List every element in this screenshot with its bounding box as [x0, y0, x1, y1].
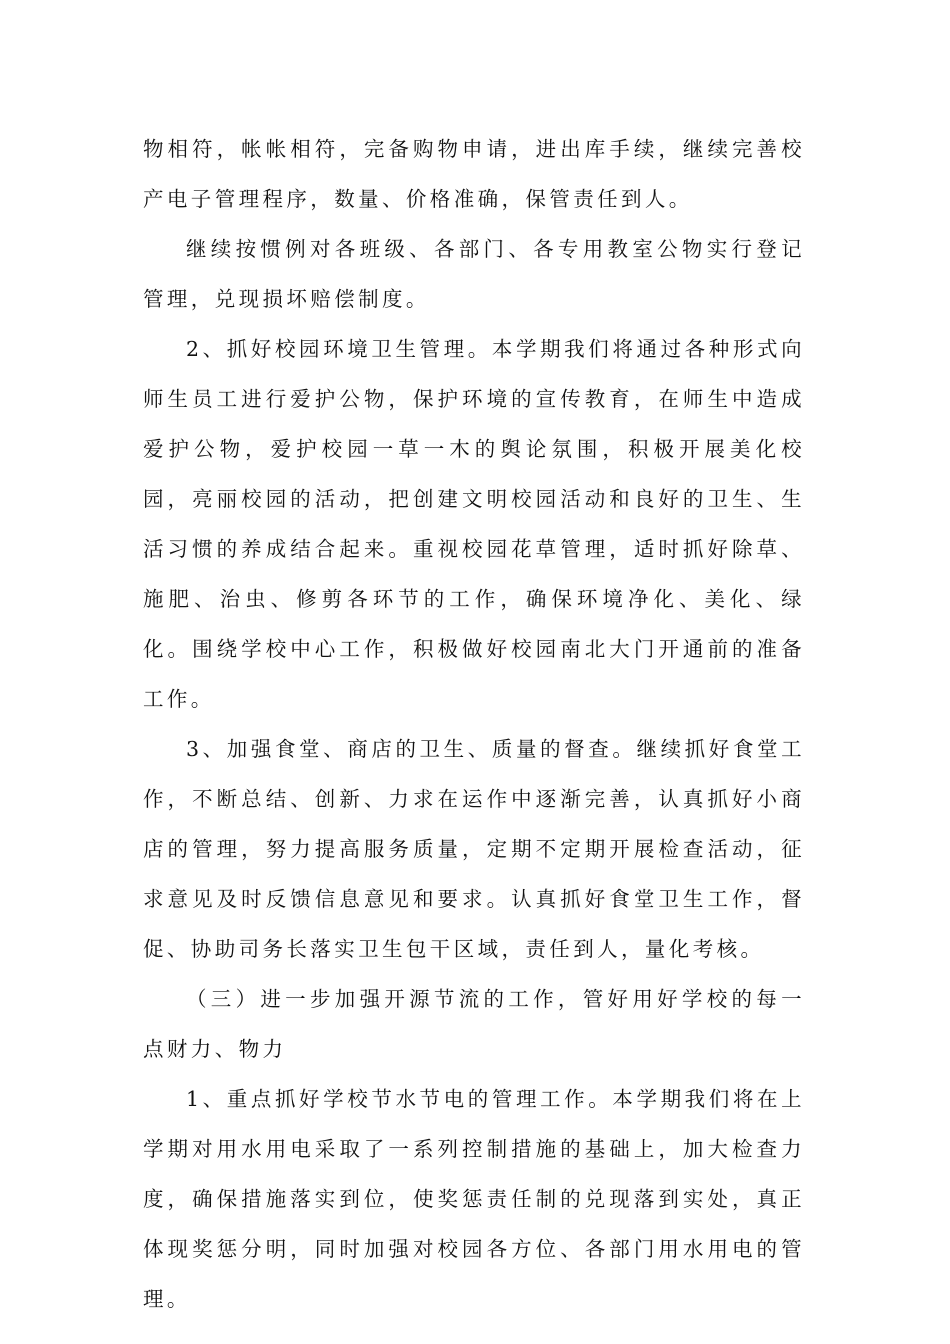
- paragraph-3: 2、抓好校园环境卫生管理。本学期我们将通过各种形式向师生员工进行爱护公物，保护环境的宣传教育，在师生中造成爱护公物，爱护校园一草一木的舆论氛围，积极开展美化校园，亮丽校园的活动，把创建文明校园活动和良好的卫生、生活习惯的养成结合起来。重视校园花草管理，适时抓好除草、施肥、治虫、修剪各环节的工作，确保环境净化、美化、绿化。围绕学校中心工作，积极做好校园南北大门开通前的准备工作。: [143, 337, 805, 711]
- paragraph-2: 继续按惯例对各班级、各部门、各专用教室公物实行登记管理，兑现损坏赔偿制度。: [143, 237, 805, 311]
- paragraph-1: 物相符，帐帐相符，完备购物申请，进出库手续，继续完善校产电子管理程序，数量、价格准确，保管责任到人。: [143, 137, 805, 211]
- section-heading-3: （三）进一步加强开源节流的工作，管好用好学校的每一点财力、物力: [143, 987, 805, 1061]
- paragraph-5: 1、重点抓好学校节水节电的管理工作。本学期我们将在上学期对用水用电采取了一系列控制措施的基础上，加大检查力度，确保措施落实到位，使奖惩责任制的兑现落到实处，真正体现奖惩分明，同时加强对校园各方位、各部门用水用电的管理。: [143, 1087, 805, 1311]
- paragraph-4: 3、加强食堂、商店的卫生、质量的督查。继续抓好食堂工作，不断总结、创新、力求在运作中逐渐完善，认真抓好小商店的管理，努力提高服务质量，定期不定期开展检查活动，征求意见及时反馈信息意见和要求。认真抓好食堂卫生工作，督促、协助司务长落实卫生包干区域，责任到人，量化考核。: [143, 737, 805, 961]
- document-body: [143, 124, 805, 1324]
